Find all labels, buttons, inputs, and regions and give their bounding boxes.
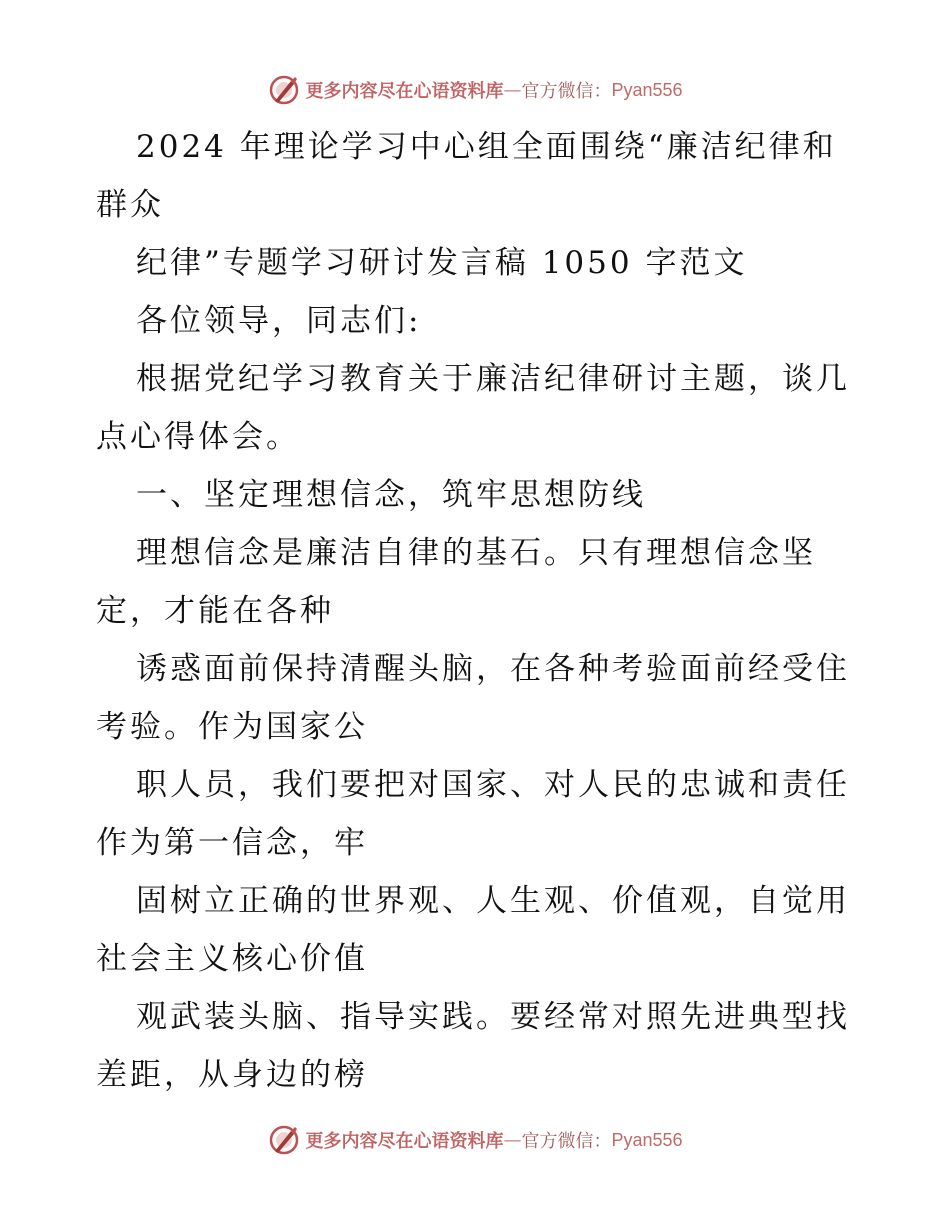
text-line: 定，才能在各种 (96, 593, 334, 629)
watermark-label: 官方微信： (521, 1131, 612, 1152)
watermark-site-text: 更多内容尽在心语资料库 (305, 81, 504, 102)
text-line: 一、坚定理想信念，筑牢思想防线 (136, 477, 646, 513)
watermark-wechat-id: Pyan556 (611, 1129, 683, 1150)
text-line: 差距，从身边的榜 (96, 1057, 368, 1093)
text-line: 理想信念是廉洁自律的基石。只有理想信念坚 (136, 535, 816, 571)
header-watermark (0, 70, 950, 110)
pen-logo-icon (267, 1123, 301, 1157)
text-line: 社会主义核心价值 (96, 941, 368, 977)
document-body (96, 118, 856, 1104)
footer-watermark (0, 1120, 950, 1160)
watermark-label: 官方微信： (521, 81, 612, 102)
text-line: 作为第一信念，牢 (96, 825, 368, 861)
text-line: 各位领导，同志们: (136, 303, 422, 339)
text-line: 2024 年理论学习中心组全面围绕“廉洁纪律和 (136, 129, 837, 165)
text-line: 固树立正确的世界观、人生观、价值观，自觉用 (136, 883, 850, 919)
text-line: 诱惑面前保持清醒头脑，在各种考验面前经受住 (136, 651, 850, 687)
text-line: 纪律”专题学习研讨发言稿 1050 字范文 (136, 245, 748, 281)
watermark-wechat-id: Pyan556 (611, 79, 683, 100)
watermark-site-text: 更多内容尽在心语资料库 (305, 1131, 504, 1152)
text-line: 考验。作为国家公 (96, 709, 368, 745)
watermark-dash: — (503, 1129, 522, 1151)
text-line: 群众 (96, 187, 164, 223)
text-line: 根据党纪学习教育关于廉洁纪律研讨主题，谈几 (136, 361, 850, 397)
watermark-dash: — (503, 79, 522, 101)
pen-logo-icon (267, 73, 301, 107)
text-line: 点心得体会。 (96, 419, 300, 455)
text-line: 观武装头脑、指导实践。要经常对照先进典型找 (136, 999, 850, 1035)
text-line: 职人员，我们要把对国家、对人民的忠诚和责任 (136, 767, 850, 803)
